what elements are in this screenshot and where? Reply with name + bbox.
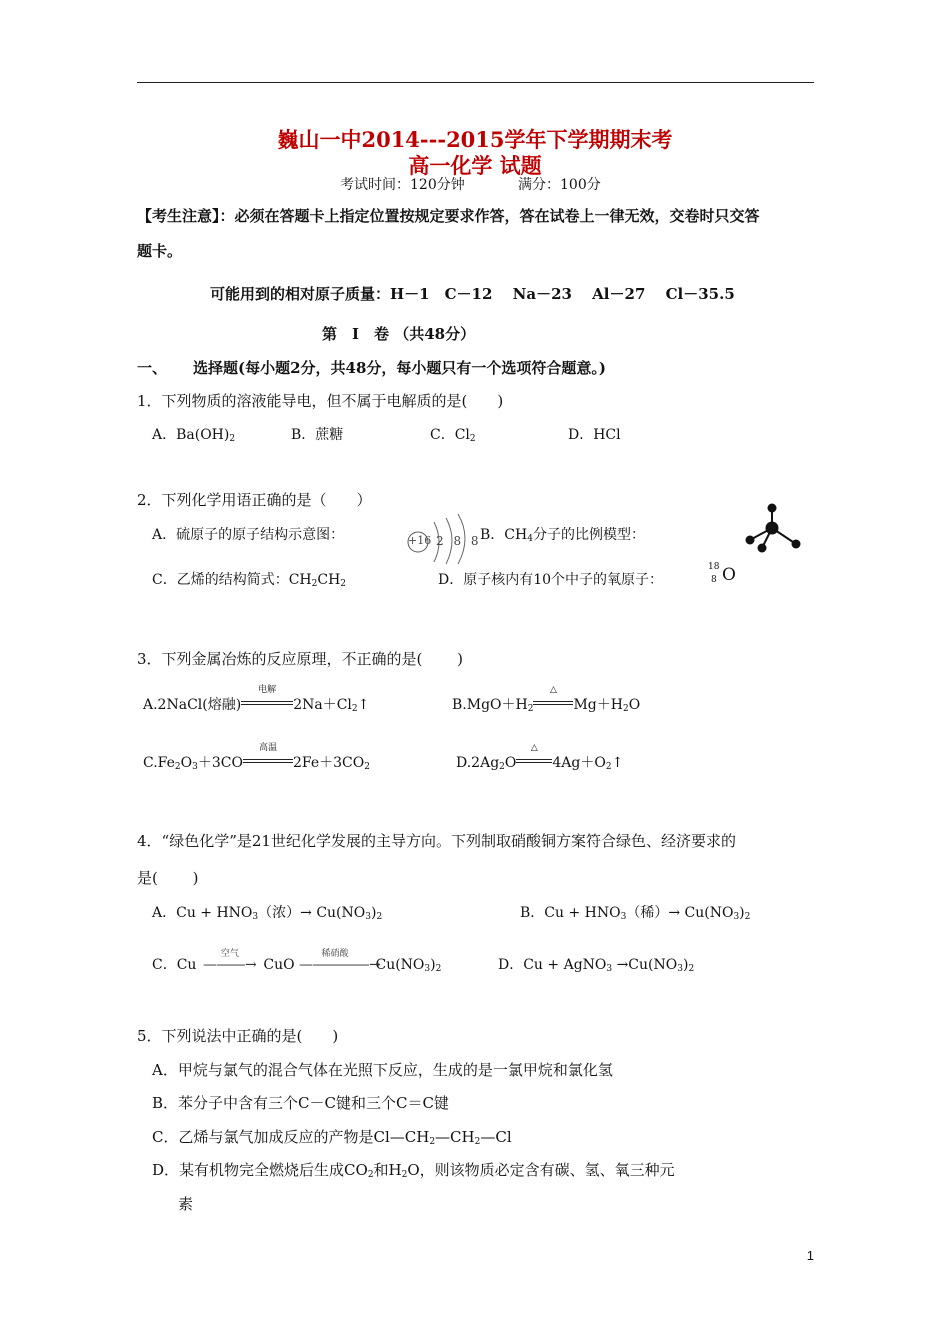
q3-option-b: $B.MgO+H_2$ △ $Mg+H_2O$ xyxy=(452,685,641,714)
oxygen-isotope: 18 8 O xyxy=(708,562,736,585)
q2-option-a: A．硫原子的原子结构示意图： xyxy=(152,527,345,543)
q2-option-b: B．$CH_4$分子的比例模型： xyxy=(480,527,645,544)
methane-model xyxy=(742,500,804,554)
exam-subtitle: 高一化学 试题 xyxy=(408,153,542,178)
q2-option-c: C．乙烯的结构简式：$CH_2CH_2$ xyxy=(152,572,347,589)
q3-option-d: $D.2Ag_2O$ △ $4Ag+O_2↑$ xyxy=(456,743,624,772)
atomic-masses: 可能用到的相对原子质量：H－1 C－12 Na－23 Al－27 Cl－35.5 xyxy=(210,285,735,303)
q5-option-b: B．苯分子中含有三个C－C键和三个C＝C键 xyxy=(152,1094,449,1112)
notice-text-1: ：必须在答题卡上指定位置按规定要求作答，答在试卷上一律无效，交卷时只交答 xyxy=(219,207,760,225)
q1-stem: 1．下列物质的溶液能导电，但不属于电解质的是( ) xyxy=(137,392,504,410)
header-rule xyxy=(137,82,814,83)
q1-option-d: D．HCl xyxy=(568,427,621,443)
full-score: 满分：100分 xyxy=(518,177,601,193)
q1-option-c: C．$Cl_2$ xyxy=(430,427,476,444)
notice-label: 【考生注意】 xyxy=(137,207,220,225)
q5-option-a: A．甲烷与氯气的混合气体在光照下反应，生成的是一氯甲烷和氯化氢 xyxy=(152,1061,613,1079)
page-number: 1 xyxy=(806,1248,814,1263)
q3-option-a: A.2NaCl(熔融) 电解 $2Na+Cl_2↑$ xyxy=(143,685,370,714)
section-title: 第 I 卷 （共48分） xyxy=(322,325,476,343)
notice-line2: 题卡。 xyxy=(137,242,183,260)
part-description: 选择题(每小题2分，共48分，每小题只有一个选项符合题意。) xyxy=(193,359,607,377)
q5-option-d-continued: 素 xyxy=(178,1195,194,1213)
q1-option-b: B．蔗糖 xyxy=(291,427,344,443)
sulfur-atom-diagram xyxy=(398,508,482,564)
q5-option-c: C．乙烯与氯气加成反应的产物是$Cl—CH_2—CH_2—Cl$ xyxy=(152,1128,512,1147)
nucleus-charge: +16 xyxy=(408,534,432,547)
q4-option-c: C．Cu 空气 —――→ CuO 稀硝酸 —――――→ $Cu(NO_3)_2$ xyxy=(152,949,442,974)
q4-stem-line2: 是( ) xyxy=(137,869,199,887)
electron-shells: 2 8 8 xyxy=(436,534,482,548)
q4-stem-line1: 4．“绿色化学”是21世纪化学发展的主导方向。下列制取硝酸铜方案符合绿色、经济要求的 xyxy=(137,832,736,850)
exam-time: 考试时间：120分钟 xyxy=(340,177,465,193)
q1-option-a: A．$Ba(OH)_2$ xyxy=(152,427,236,444)
q3-stem: 3．下列金属冶炼的反应原理，不正确的是( ) xyxy=(137,650,464,668)
q4-option-b: B．$Cu + HNO_3$（稀）→ $Cu(NO_3)_2$ xyxy=(520,905,751,922)
part-number: 一、 xyxy=(137,359,168,377)
q5-option-d: D．某有机物完全燃烧后生成$CO_2$和$H_2O$，则该物质必定含有碳、氢、氧三种元 xyxy=(152,1161,675,1180)
q4-option-d: D．Cu + AgNO$_3$ $\to Cu(NO_3)_2$ xyxy=(498,957,695,974)
notice-line1 xyxy=(137,205,760,226)
exam-title: 巍山一中2014---2015学年下学期期末考 xyxy=(277,127,673,152)
q4-option-a: A．$Cu + HNO_3$（浓）→ $Cu(NO_3)_2$ xyxy=(152,905,383,922)
q5-stem: 5．下列说法中正确的是( ) xyxy=(137,1027,339,1045)
q2-stem: 2．下列化学用语正确的是（ ） xyxy=(137,491,372,509)
q2-option-d: D．原子核内有10个中子的氧原子： xyxy=(438,572,664,588)
q3-option-c: $C.Fe_2O_3+3CO$ 高温 $2Fe+3CO_2$ xyxy=(143,743,370,772)
